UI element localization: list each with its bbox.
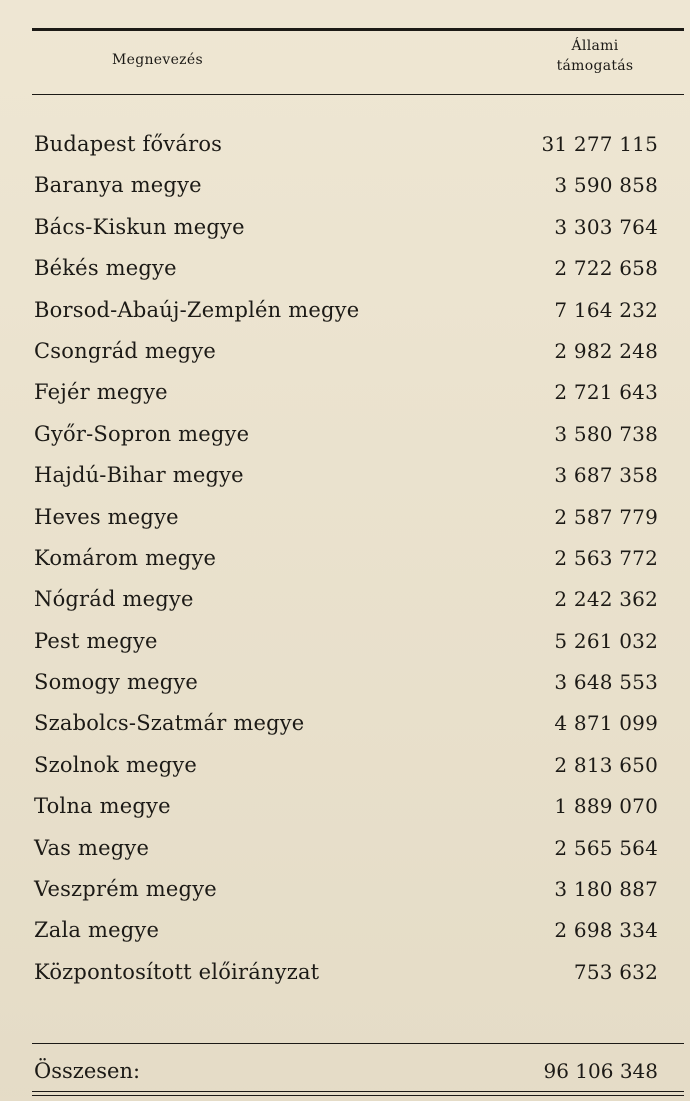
- bottom-rule-1: [32, 1091, 684, 1092]
- table-row: [34, 703, 658, 744]
- table-row: [34, 662, 658, 703]
- row-value: 3 303 764: [554, 214, 658, 239]
- header-amount-line1: Állami: [571, 38, 619, 54]
- row-value: 3 648 553: [554, 670, 658, 695]
- table-row: [34, 414, 658, 455]
- row-name: Szolnok megye: [34, 752, 198, 777]
- table-row: [34, 786, 658, 827]
- row-value: 2 813 650: [554, 752, 658, 777]
- bottom-rule-2: [32, 1095, 684, 1096]
- header-name: Megnevezés: [112, 52, 203, 68]
- total-rule-top: [32, 1043, 684, 1044]
- row-value: 5 261 032: [554, 628, 658, 653]
- table-row: [34, 372, 658, 413]
- total-label: Összesen:: [34, 1059, 141, 1083]
- table-row: [34, 579, 658, 620]
- table-row: [34, 455, 658, 496]
- row-value: 3 580 738: [554, 421, 658, 446]
- table-row: [34, 207, 658, 248]
- row-name: Zala megye: [34, 918, 160, 943]
- row-name: Veszprém megye: [34, 877, 217, 902]
- row-name: Borsod-Abaúj-Zemplén megye: [34, 297, 360, 322]
- header-amount-line2: támogatás: [556, 58, 634, 74]
- row-value: 2 565 564: [554, 835, 658, 860]
- table-row: [34, 910, 658, 951]
- table-row: [34, 248, 658, 289]
- table-header: [32, 30, 684, 90]
- total-row: [34, 1059, 658, 1089]
- row-name: Somogy megye: [34, 670, 199, 695]
- table-row: [34, 124, 658, 165]
- table-row: [34, 745, 658, 786]
- row-name: Pest megye: [34, 628, 158, 653]
- row-value: 2 698 334: [554, 918, 658, 943]
- table-row: [34, 621, 658, 662]
- row-value: 2 722 658: [554, 256, 658, 281]
- row-value: 1 889 070: [554, 794, 658, 819]
- table-row: [34, 538, 658, 579]
- table-body: [34, 124, 658, 993]
- row-value: 3 687 358: [554, 463, 658, 488]
- row-name: Vas megye: [34, 835, 150, 860]
- row-name: Nógrád megye: [34, 587, 194, 612]
- row-value: 2 721 643: [554, 380, 658, 405]
- row-name: Győr-Sopron megye: [34, 421, 250, 446]
- header-rule: [32, 94, 684, 95]
- row-value: 2 242 362: [554, 587, 658, 612]
- row-value: 3 590 858: [554, 173, 658, 198]
- row-value: 3 180 887: [554, 877, 658, 902]
- row-name: Békés megye: [34, 256, 177, 281]
- row-name: Fejér megye: [34, 380, 168, 405]
- table-row: [34, 497, 658, 538]
- row-name: Szabolcs-Szatmár megye: [34, 711, 305, 736]
- row-value: 31 277 115: [541, 132, 658, 156]
- row-value: 2 563 772: [554, 545, 658, 570]
- header-amount: [540, 36, 650, 76]
- row-value: 2 587 779: [554, 504, 658, 529]
- row-value: 4 871 099: [554, 711, 658, 736]
- row-name: Komárom megye: [34, 545, 217, 570]
- table-row: [34, 828, 658, 869]
- total-value: 96 106 348: [543, 1059, 658, 1083]
- row-name: Budapest főváros: [34, 132, 223, 156]
- row-value: 2 982 248: [554, 338, 658, 363]
- table-row: [34, 290, 658, 331]
- row-value: 753 632: [573, 959, 658, 984]
- row-name: Csongrád megye: [34, 338, 217, 363]
- table-row: [34, 331, 658, 372]
- row-name: Bács-Kiskun megye: [34, 214, 245, 239]
- row-name: Központosított előirányzat: [34, 959, 320, 984]
- table-row: [34, 869, 658, 910]
- row-name: Baranya megye: [34, 173, 202, 198]
- row-name: Heves megye: [34, 504, 179, 529]
- table-row: [34, 952, 658, 993]
- row-name: Tolna megye: [34, 794, 171, 819]
- row-name: Hajdú-Bihar megye: [34, 463, 244, 488]
- row-value: 7 164 232: [554, 297, 658, 322]
- table-row: [34, 165, 658, 206]
